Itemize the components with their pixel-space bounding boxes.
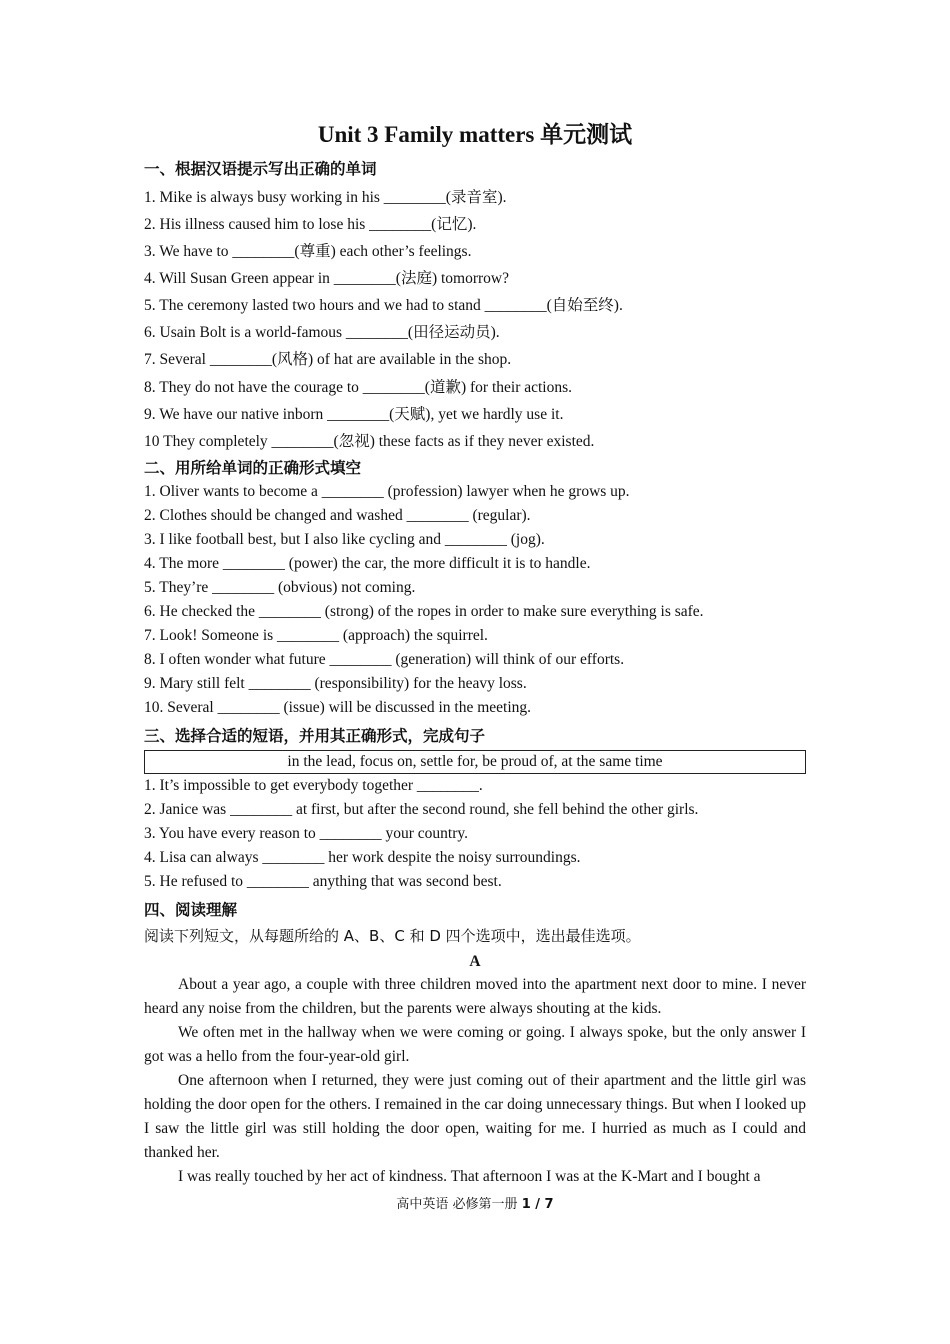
footer-text: 高中英语 必修第一册 (396, 1197, 522, 1212)
s2-item-7: 7. Look! Someone is ________ (approach) the squirrel. (144, 627, 488, 644)
s1-item-5: 5. The ceremony lasted two hours and we had to stand ________(自始至终). (144, 297, 623, 314)
page-number: 1 / 7 (521, 1197, 554, 1212)
s2-item-4: 4. The more ________ (power) the car, the more difficult it is to handle. (144, 555, 591, 572)
s1-item-6: 6. Usain Bolt is a world-famous ________(田径运动员). (144, 324, 500, 341)
passage-label: A (469, 953, 481, 970)
s2-item-6: 6. He checked the ________ (strong) of the ropes in order to make sure everything is safe. (144, 603, 704, 620)
section-2-heading: 二、用所给单词的正确形式填空 (144, 459, 362, 477)
s2-item-2: 2. Clothes should be changed and washed ________ (regular). (144, 507, 531, 524)
s1-item-10: 10 They completely ________(忽视) these facts as if they never existed. (144, 433, 595, 450)
passage-paragraph-4: I was really touched by her act of kindness. That afternoon I was at the K-Mart and I bought a (178, 1168, 761, 1185)
s3-item-1: 1. It’s impossible to get everybody together ________. (144, 777, 483, 794)
s1-item-3: 3. We have to ________(尊重) each other’s feelings. (144, 243, 472, 260)
section-3-heading: 三、选择合适的短语，并用其正确形式，完成句子 (144, 727, 486, 745)
s1-item-7: 7. Several ________(风格) of hat are available in the shop. (144, 351, 512, 368)
reading-instruction: 阅读下列短文，从每题所给的 A、B、C 和 D 四个选项中，选出最佳选项。 (144, 927, 641, 945)
s2-item-3: 3. I like football best, but I also like cycling and ________ (jog). (144, 531, 545, 548)
passage-paragraph-1: About a year ago, a couple with three children moved into the apartment next door to mine. I never heard any noise from the children, but the parents were always shouting at the kids. (144, 976, 806, 1017)
s1-item-9: 9. We have our native inborn ________(天赋), yet we hardly use it. (144, 406, 564, 423)
s1-item-1: 1. Mike is always busy working in his ________(录音室). (144, 189, 507, 206)
passage-paragraph-2: We often met in the hallway when we were coming or going. I always spoke, but the only answer I got was a hello from the four-year-old girl. (144, 1024, 806, 1065)
s1-item-2: 2. His illness caused him to lose his ________(记忆). (144, 216, 477, 233)
phrase-box: in the lead, focus on, settle for, be proud of, at the same time (144, 750, 806, 774)
s2-item-1: 1. Oliver wants to become a ________ (profession) lawyer when he grows up. (144, 483, 630, 500)
passage-paragraph-3: One afternoon when I returned, they were just coming out of their apartment and the little girl was holding the door open for the others. I remained in the car doing unnecessary things. But when I looked up I saw the little girl was still holding the door open, waiting for me. I hurried as much as I could and thanked her. (144, 1072, 806, 1161)
s3-item-3: 3. You have every reason to ________ your country. (144, 825, 469, 842)
s3-item-5: 5. He refused to ________ anything that was second best. (144, 873, 502, 890)
page-title: Unit 3 Family matters 单元测试 (317, 122, 633, 147)
s1-item-8: 8. They do not have the courage to ________(道歉) for their actions. (144, 379, 573, 396)
section-4-heading: 四、阅读理解 (144, 901, 238, 919)
section-1-heading: 一、根据汉语提示写出正确的单词 (144, 160, 377, 178)
s3-item-4: 4. Lisa can always ________ her work despite the noisy surroundings. (144, 849, 581, 866)
s2-item-10: 10. Several ________ (issue) will be discussed in the meeting. (144, 699, 532, 716)
s3-item-2: 2. Janice was ________ at first, but after the second round, she fell behind the other girls. (144, 801, 699, 818)
s2-item-9: 9. Mary still felt ________ (responsibility) for the heavy loss. (144, 675, 527, 692)
page-footer (0, 1193, 950, 1212)
s1-item-4: 4. Will Susan Green appear in ________(法庭) tomorrow? (144, 270, 509, 287)
s2-item-5: 5. They’re ________ (obvious) not coming. (144, 579, 416, 596)
s2-item-8: 8. I often wonder what future ________ (generation) will think of our efforts. (144, 651, 625, 668)
